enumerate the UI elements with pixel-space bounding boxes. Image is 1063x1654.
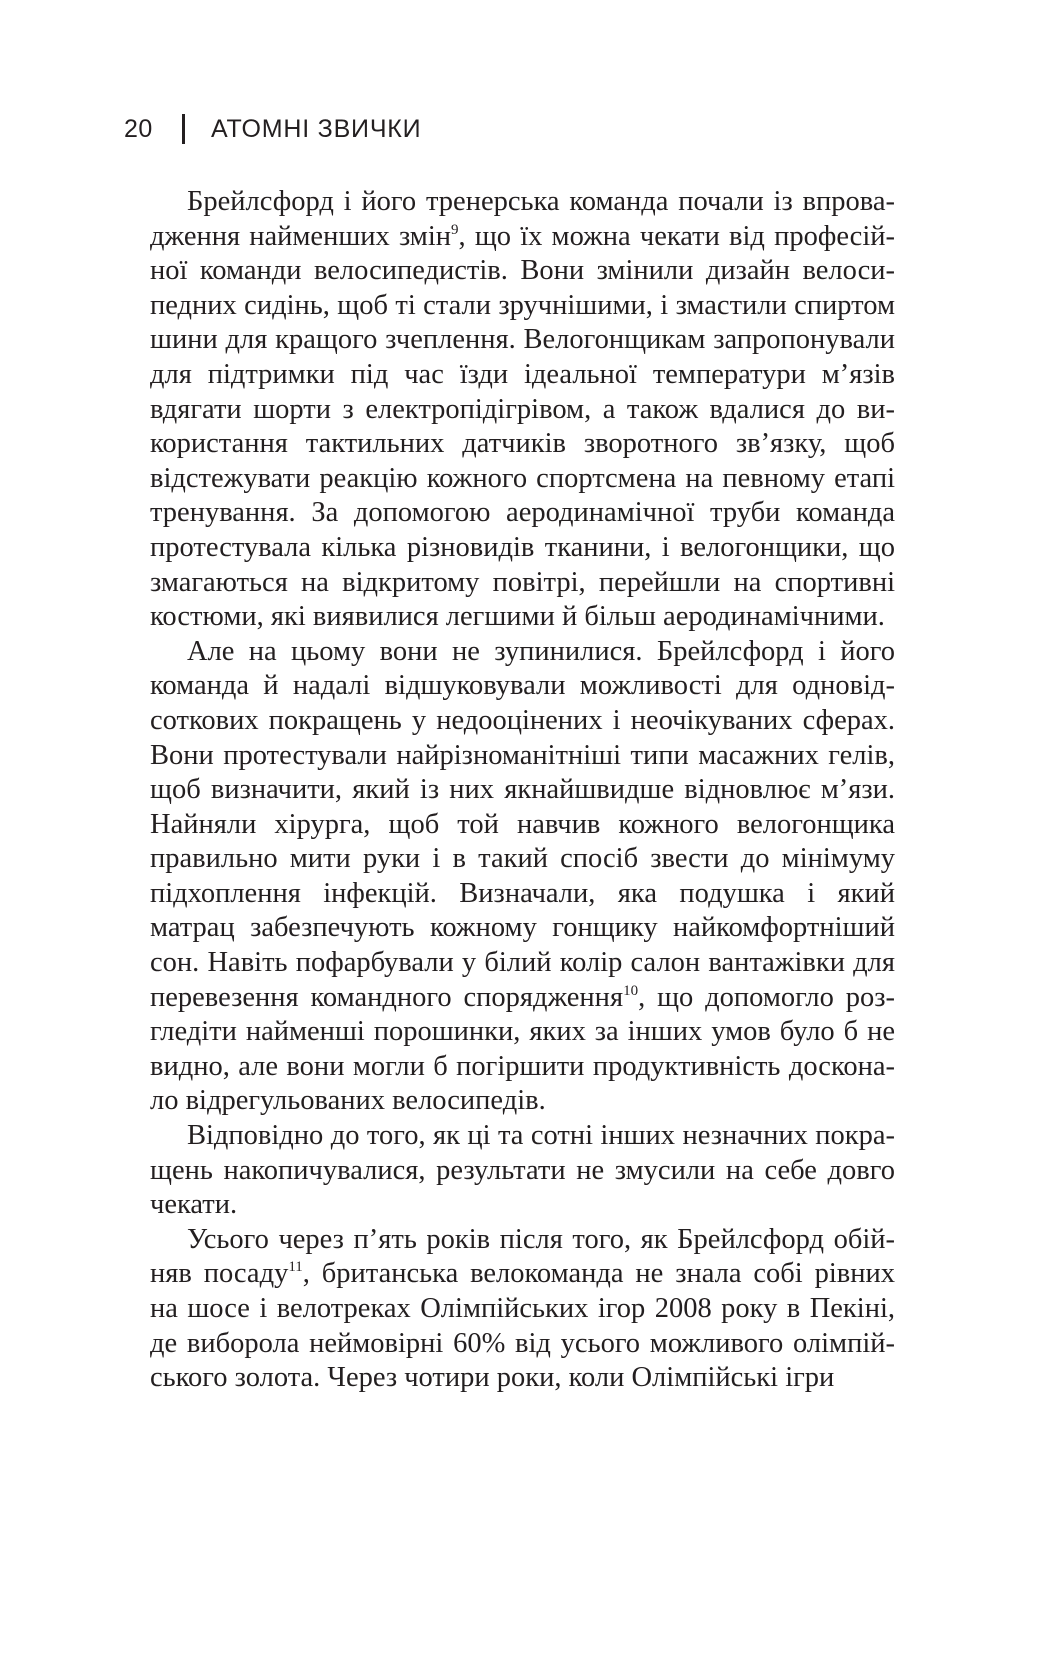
footnote-ref: 9 [451,221,459,238]
book-title: АТОМНІ ЗВИЧКИ [211,114,422,143]
text-segment: Але на цьому вони не зупинилися. Брейлсфорд і його команда й надалі відшуковували можливості для одновідсоткових покращень у недооцінених і неочікуваних сферах. Вони протестували найрізноманітніші типи масажних гелів, щоб визначити, який із них якнайшвидше відновлює м’язи. Найняли хірурга, щоб той навчив кожного велогонщика правильно мити руки і в такий спосіб звести до мінімуму підхоплення інфекцій. Визначали, яка подушка і який матрац забезпечують кожному гонщику найкомфортніший сон. Навіть пофарбували у білий колір салон вантажівки для перевезення командного спорядження [150,635,895,1013]
paragraph [150,185,895,635]
main-text [150,185,895,1396]
footnote-ref: 11 [288,1259,303,1276]
footnote-ref: 10 [623,982,639,999]
paragraph [150,1223,895,1396]
paragraph [150,1119,895,1223]
page-number: 20 [124,114,153,143]
running-header [124,113,421,145]
text-segment: Усього через п’ять років після того, як Брейлсфорд обійняв посаду [150,1223,895,1290]
paragraph [150,635,895,1119]
text-segment: , що допомогло розгледіти найменші порошинки, яких за інших умов було б не видно, але вони могли б погіршити продуктивність досконало відрегульованих велосипедів. [150,981,896,1117]
text-segment: , що їх можна чекати від професійної команди велосипедистів. Вони змінили дизайн велосипедних сидінь, щоб ті стали зручнішими, і змастили спиртом шини для кращого зчеплення. Велогонщикам запропонували для підтримки під час їзди ідеальної температури м’язів вдягати шорти з електропідігрівом, а також вдалися до використання тактильних датчиків зворотного зв’язку, щоб відстежувати реакцію кожного спортсмена на певному етапі тренування. За допомогою аеродинамічної труби команда протестувала кілька різновидів тканини, і велогонщики, що змагаються на відкритому повітрі, перейшли на спортивні костюми, які виявилися легшими й більш аеродинамічними. [150,220,895,633]
text-segment: Брейлсфорд і його тренерська команда почали із впровадження найменших змін [150,186,895,252]
text-segment: , британська велокоманда не знала собі рівних на шосе і велотреках Олімпійських ігор 2008 року в Пекіні, де виборола неймовірні 60% від усього можливого олімпійського золота. Через чотири роки, коли Олімпійські ігри [150,1258,895,1394]
text-segment: Відповідно до того, як ці та сотні інших незначних покращень накопичувалися, результати не змусили на себе довго чекати. [150,1120,895,1221]
header-divider [182,114,185,144]
